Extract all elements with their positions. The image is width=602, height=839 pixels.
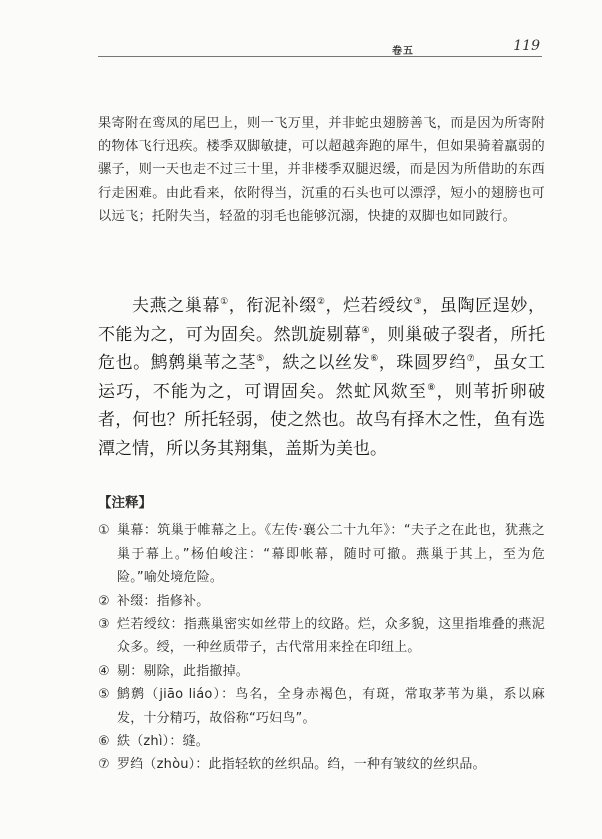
- header-rule: [98, 56, 542, 57]
- footnote-marker[interactable]: ⑦: [466, 354, 476, 364]
- footnote-marker[interactable]: ②: [316, 297, 326, 307]
- original-segment: ，则苇折卵破者，何也？所托轻弱，使之然也。故鸟有择木之性，鱼有选潭之情，所以务其翔集，盖斯为美也。: [98, 381, 546, 459]
- page-number: 119: [513, 38, 540, 54]
- original-segment: ，则巢破子裂者，所托危也。鹪鹩巢苇之茎: [98, 324, 546, 373]
- original-segment: ，虽女工运巧，不能为之，可谓固矣。然虻风欻至: [98, 353, 546, 402]
- note-text: 烂若绶纹：指燕巢密实如丝带上的纹路。烂，众多貌，这里指堆叠的燕泥众多。绶，一种丝质带子，古代常用来拴在印纽上。: [117, 617, 545, 656]
- note-item: [98, 730, 545, 753]
- translation-paragraph: 果寄附在鸾凤的尾巴上，则一飞万里，并非蛇虫翅膀善飞，而是因为所寄附的物体飞行迅疾。楼季双脚敏捷，可以超越奔跑的犀牛，但如果骑着羸弱的骡子，则一天也走不过三十里，并非楼季双腿迟缓，而是因为所借助的东西行走困难。由此看来，依附得当，沉重的石头也可以漂浮，短小的翅膀也可以远飞；托附失当，轻盈的羽毛也能够沉溺，快捷的双脚也如同跛行。: [98, 116, 545, 224]
- note-number: ⑤: [98, 687, 110, 703]
- translation-block: [98, 112, 545, 228]
- original-segment: ，虽陶匠逞妙，不能为之，可为固矣。然凯旋剔幕: [98, 296, 545, 345]
- footnote-marker[interactable]: ⑧: [427, 382, 437, 393]
- note-item: [98, 753, 545, 776]
- original-text-block: [98, 292, 545, 463]
- running-head-section: 卷五: [392, 46, 414, 57]
- note-text: 罗绉（zhòu）：此指轻软的丝织品。绉，一种有皱纹的丝织品。: [117, 757, 486, 773]
- note-text: 鹪鹩（jiāo liáo）：鸟名，全身赤褐色，有斑，常取茅苇为巢，系以麻发，十分精巧，故俗称“巧妇鸟”。: [117, 687, 545, 726]
- note-item: [98, 613, 545, 660]
- note-number: ⑦: [98, 757, 110, 773]
- notes-section: [98, 492, 545, 777]
- note-number: ②: [98, 593, 110, 609]
- note-number: ⑥: [98, 734, 110, 750]
- note-item: [98, 683, 545, 730]
- original-segment: ，紩之以丝发: [264, 353, 371, 373]
- note-text: 紩（zhì）：缝。: [117, 734, 209, 750]
- original-segment: ，衔泥补缀: [228, 296, 317, 316]
- original-paragraph: [98, 292, 545, 463]
- note-item: [98, 590, 545, 613]
- note-item: [98, 660, 545, 683]
- note-number: ①: [98, 523, 110, 539]
- note-number: ④: [98, 663, 110, 679]
- footnote-marker[interactable]: ④: [361, 325, 370, 336]
- original-segment: 夫燕之巢幕: [132, 296, 221, 316]
- footnote-marker[interactable]: ⑥: [370, 354, 379, 364]
- note-item: [98, 519, 545, 589]
- running-head: [98, 38, 542, 56]
- footnote-marker[interactable]: ⑤: [256, 354, 265, 364]
- footnote-marker[interactable]: ③: [413, 297, 423, 307]
- note-text: 剔：剔除，此指撤掉。: [117, 663, 250, 679]
- original-segment: ，烂若绶纹: [325, 296, 414, 316]
- footnote-marker[interactable]: ①: [220, 297, 229, 307]
- note-text: 补缀：指修补。: [117, 593, 210, 609]
- note-number: ③: [98, 617, 110, 633]
- notes-heading: 【注释】: [98, 495, 152, 511]
- original-segment: ，珠圆罗绉: [378, 353, 467, 373]
- note-text: 巢幕：筑巢于帷幕之上。《左传·襄公二十九年》：“夫子之在此也，犹燕之巢于幕上。”杨伯峻注：“幕即帐幕，随时可撤。燕巢于其上，至为危险。”喻处境危险。: [117, 523, 545, 586]
